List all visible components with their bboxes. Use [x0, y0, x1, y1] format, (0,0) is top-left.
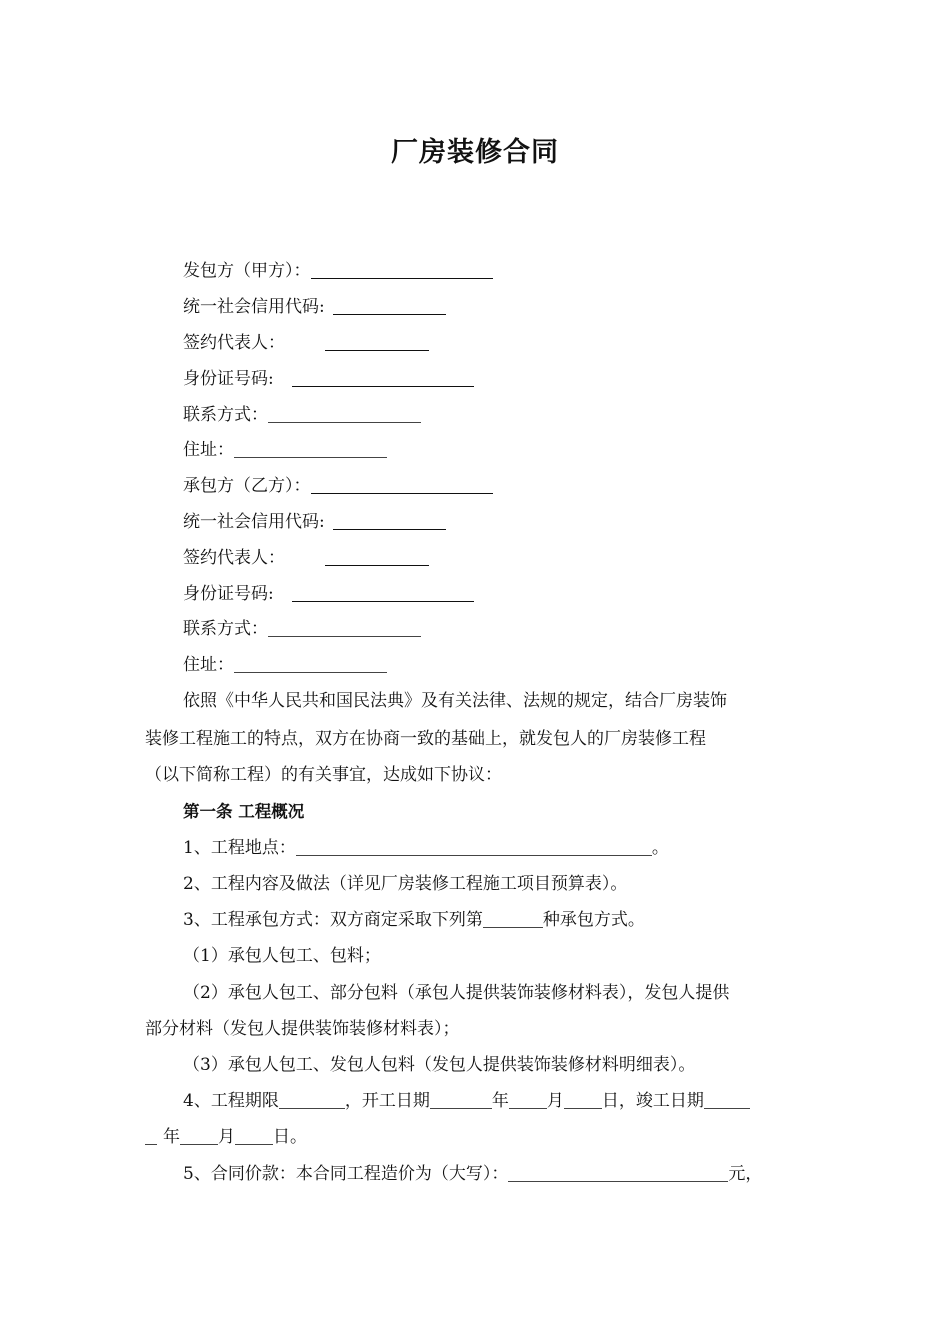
party-a-contact-blank[interactable] — [268, 404, 421, 423]
party-b-credit-label: 统一社会信用代码: — [183, 512, 325, 532]
item-4-line-2 — [145, 1125, 307, 1149]
party-a-id-blank[interactable] — [292, 368, 474, 387]
party-b-id-line — [183, 582, 474, 606]
preamble-line-2: 装修工程施工的特点，双方在协商一致的基础上，就发包人的厂房装修工程 — [145, 729, 706, 749]
end-day-blank[interactable] — [235, 1126, 273, 1145]
end-year-unit: 年 — [163, 1127, 180, 1147]
item-2-line: 2、工程内容及做法（详见厂房装修工程施工项目预算表）。 — [183, 874, 628, 894]
party-a-rep-line — [183, 331, 429, 355]
party-b-rep-label: 签约代表人： — [183, 548, 285, 568]
item-1-label: 1、工程地点： — [183, 838, 296, 858]
price-blank[interactable] — [508, 1163, 728, 1182]
item-4-line-1 — [183, 1089, 750, 1113]
item-3-line — [183, 908, 645, 932]
party-a-address-line — [183, 438, 387, 462]
party-a-rep-label: 签约代表人： — [183, 333, 285, 353]
party-a-id-line — [183, 367, 474, 391]
party-b-line — [183, 474, 493, 498]
option-3-line: （3）承包人包工、发包人包料（发包人提供装饰装修材料明细表）。 — [183, 1055, 696, 1075]
party-a-credit-line — [183, 295, 446, 319]
start-month-blank[interactable] — [509, 1090, 547, 1109]
party-b-rep-line — [183, 546, 429, 570]
item-1-line — [183, 836, 669, 860]
party-a-line — [183, 259, 493, 283]
end-month-blank[interactable] — [180, 1126, 218, 1145]
end-year-blank-cont[interactable] — [145, 1126, 157, 1145]
end-date-label: 日，竣工日期 — [601, 1091, 704, 1111]
duration-blank[interactable] — [279, 1090, 345, 1109]
party-b-rep-blank[interactable] — [325, 547, 429, 566]
start-year-unit: 年 — [491, 1091, 509, 1111]
start-year-blank[interactable] — [430, 1090, 492, 1109]
contract-mode-blank[interactable] — [483, 909, 543, 928]
party-b-id-label: 身份证号码: — [183, 584, 274, 604]
option-2-line-2: 部分材料（发包人提供装饰装修材料表）； — [145, 1019, 460, 1039]
party-a-credit-blank[interactable] — [333, 296, 446, 315]
document-title: 厂房装修合同 — [391, 137, 559, 168]
party-a-rep-blank[interactable] — [325, 332, 429, 351]
party-b-credit-blank[interactable] — [333, 511, 446, 530]
preamble-line-3: （以下简称工程）的有关事宜，达成如下协议： — [145, 765, 502, 785]
party-b-contact-blank[interactable] — [268, 618, 421, 637]
option-2-line-1: （2）承包人包工、部分包料（承包人提供装饰装修材料表），发包人提供 — [183, 983, 730, 1003]
site-blank[interactable] — [296, 837, 652, 856]
party-b-contact-line — [183, 617, 421, 641]
end-year-blank[interactable] — [704, 1090, 750, 1109]
start-month-unit: 月 — [546, 1091, 564, 1111]
end-month-unit: 月 — [218, 1127, 235, 1147]
party-a-label: 发包方（甲方）： — [183, 261, 311, 281]
item-5-unit: 元， — [728, 1164, 763, 1184]
party-b-address-label: 住址： — [183, 655, 234, 675]
item-5-label: 5、合同价款：本合同工程造价为（大写）： — [183, 1164, 509, 1184]
party-a-id-label: 身份证号码: — [183, 369, 274, 389]
party-b-address-blank[interactable] — [234, 654, 387, 673]
party-a-contact-line — [183, 403, 421, 427]
party-b-credit-line — [183, 510, 446, 534]
party-a-address-label: 住址： — [183, 440, 234, 460]
party-a-blank[interactable] — [311, 260, 493, 279]
party-a-contact-label: 联系方式： — [183, 405, 268, 425]
item-4-label: 4、工程期限 — [183, 1091, 279, 1111]
start-day-blank[interactable] — [564, 1090, 602, 1109]
party-b-label: 承包方（乙方）： — [183, 476, 311, 496]
party-b-blank[interactable] — [311, 475, 493, 494]
party-a-address-blank[interactable] — [234, 439, 387, 458]
item-3-end: 种承包方式。 — [542, 910, 645, 930]
item-3-label: 3、工程承包方式：双方商定采取下列第 — [183, 910, 483, 930]
party-a-credit-label: 统一社会信用代码: — [183, 297, 325, 317]
article-1-heading: 第一条 工程概况 — [183, 802, 305, 821]
end-day-unit: 日。 — [273, 1127, 307, 1147]
party-b-id-blank[interactable] — [292, 583, 474, 602]
item-5-line — [183, 1162, 762, 1186]
item-1-end: 。 — [651, 838, 669, 858]
party-b-contact-label: 联系方式： — [183, 619, 268, 639]
party-b-address-line — [183, 653, 387, 677]
preamble-line-1: 依照《中华人民共和国民法典》及有关法律、法规的规定，结合厂房装饰 — [183, 691, 727, 711]
start-date-label: ，开工日期 — [344, 1091, 430, 1111]
option-1-line: （1）承包人包工、包料； — [183, 946, 381, 966]
